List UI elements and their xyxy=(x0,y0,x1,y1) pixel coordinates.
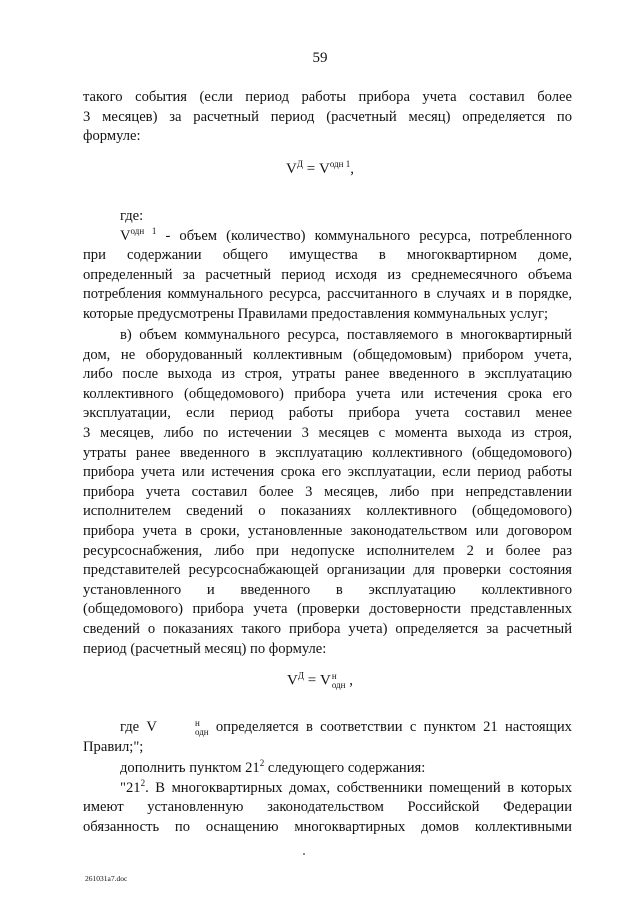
where-paragraph xyxy=(83,207,572,325)
text-line: 3 месяцев, либо по истечении 3 месяцев с момента выхода из строя, xyxy=(83,424,572,441)
text-line: обязанность по оснащению многоквартирных домов коллективными xyxy=(83,818,572,835)
text-line: ресурсоснабжения, либо при недопуске исполнителем 2 и более раз xyxy=(83,542,572,559)
text-line: потребления коммунального ресурса, рассчитанного в случаях и в порядке, xyxy=(83,286,572,303)
text-line: Правил;"; xyxy=(83,738,144,755)
text-line: дом, не оборудованный коллективным (общедомовым) прибором учета, xyxy=(83,346,572,363)
text-line: период (расчетный месяц) по формуле: xyxy=(83,640,327,657)
text-line: сведений о показаниях такого прибора учета) определяется за расчетный xyxy=(83,620,572,637)
text-line: такого события (если период работы прибора учета составил более xyxy=(83,89,572,105)
text-line: имеют установленную законодательством Российской Федерации xyxy=(83,799,572,816)
text-line: коллективного (общедомового) прибора учета или истечения срока его xyxy=(83,385,572,402)
text-line: прибора учета в сроки, установленные законодательством или договором xyxy=(83,522,572,539)
supplement-paragraph xyxy=(83,759,572,837)
text-line: $V^{одн 1}$ - объем (количество) коммунального ресурса, потребленного xyxy=(120,225,572,244)
text-line: эксплуатации, если период работы прибора учета составил менее xyxy=(83,405,572,422)
text-line: 3 месяцев) за расчетный период (расчетный месяц) определяется по xyxy=(83,108,572,125)
formula-1: $V^Д = V^{одн 1}$, xyxy=(286,159,354,177)
scan-dot xyxy=(303,853,305,855)
text-line: где V н одн определяется в соответствии с пунктом 21 настоящих xyxy=(120,717,572,737)
text-line: исполнителем сведений о показаниях коллективного (общедомового) xyxy=(83,503,572,520)
where2-paragraph xyxy=(83,718,572,757)
intro-paragraph xyxy=(83,88,572,147)
text-line: при содержании общего имущества в многоквартирном доме, xyxy=(83,247,572,264)
text-line: прибора учета или истечения срока его эксплуатации, если период работы xyxy=(83,464,572,481)
text-line: прибора учета составил более 3 месяцев, либо при непредставлении xyxy=(83,483,572,500)
text-line: (общедомового) прибора учета (проверки достоверности представленных xyxy=(83,601,572,618)
text-line: утраты ранее введенного в эксплуатацию коллективного (общедомового) xyxy=(83,444,572,461)
paragraph-v xyxy=(83,326,572,659)
text-line: представителей ресурсоснабжающей организации для проверки состояния xyxy=(83,562,572,579)
text-line: определенный за расчетный период исходя из среднемесячного объема xyxy=(83,266,572,283)
formula-2: $V^Д = V$ н одн , xyxy=(287,670,353,690)
text-line: "$21^2$. В многоквартирных домах, собственники помещений в которых xyxy=(120,777,572,796)
text-line: формуле: xyxy=(83,128,141,145)
footer-filename: 261031a7.doc xyxy=(85,874,128,883)
text-line: в) объем коммунального ресурса, поставляемого в многоквартирный xyxy=(120,327,572,343)
page-number: 59 xyxy=(312,50,328,66)
text-line: дополнить пунктом $21^2$ следующего содержания: xyxy=(120,758,426,776)
text-line: либо после выхода из строя, утраты ранее введенного в эксплуатацию xyxy=(83,366,572,383)
text-line: которые предусмотрены Правилами предоставления коммунальных услуг; xyxy=(83,305,549,322)
text-line: установленного и введенного в эксплуатацию коллективного xyxy=(83,581,572,598)
where-label: где: xyxy=(120,208,144,224)
